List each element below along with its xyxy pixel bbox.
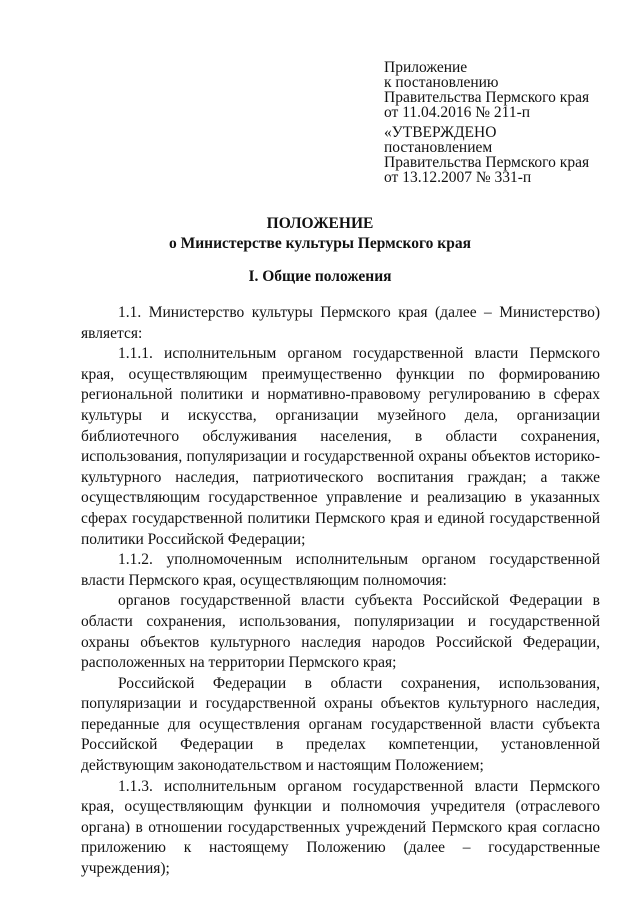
paragraph-1-1: 1.1. Министерство культуры Пермского края (далее – Министерство) является: (81, 304, 600, 342)
appendix-line: Правительства Пермского края (384, 89, 590, 106)
approved-line: Правительства Пермского края (384, 154, 590, 171)
paragraph-federal-powers: Российской Федерации в области сохранения, использования, популяризации и государственной охраны объектов культурного наследия, переданные для осуществления органам государственной власти субъекта Российской Федерации в пределах компетенции, установленной действующим законодательством и настоящим Положением; (81, 674, 600, 775)
document-title: ПОЛОЖЕНИЕ (266, 215, 374, 232)
appendix-line: к постановлению (384, 74, 499, 91)
approved-line: «УТВЕРЖДЕНО (384, 124, 497, 141)
appendix-line: Приложение (384, 59, 468, 76)
appendix-block (384, 60, 624, 120)
approved-line: от 13.12.2007 № 331-п (384, 169, 532, 186)
document-body (81, 303, 600, 880)
document-subtitle: о Министерстве культуры Пермского края (169, 235, 471, 252)
paragraph-1-1-2: 1.1.2. уполномоченным исполнительным органом государственной власти Пермского края, осуществляющим полномочия: (81, 551, 600, 589)
appendix-line: от 11.04.2016 № 211-п (384, 104, 531, 121)
paragraph-subject-powers: органов государственной власти субъекта Российской Федерации в области сохранения, использования, популяризации и государственной охраны объектов культурного наследия народов Российской Федерации, расположенных на территории Пермского края; (81, 592, 600, 672)
paragraph-1-1-1: 1.1.1. исполнительным органом государственной власти Пермского края, осуществляющим преимущественно функции по формированию региональной политики и нормативно-правовому регулированию в сферах культуры и искусства, организации музейного дела, организации библиотечного обслуживания населения, в области сохранения, использования, популяризации и государственной охраны объектов историко-культурного наследия, патриотического воспитания граждан; а также осуществляющим государственное управление и реализацию в указанных сферах государственной политики Пермского края и единой государственной политики Российской Федерации; (81, 345, 600, 548)
section-heading: I. Общие положения (248, 268, 392, 285)
approved-line: постановлением (384, 139, 493, 156)
paragraph-1-1-3: 1.1.3. исполнительным органом государственной власти Пермского края, осуществляющим функции и полномочия учредителя (отраслевого органа) в отношении государственных учреждений Пермского края согласно приложению к настоящему Положению (далее – государственные учреждения); (81, 777, 600, 878)
approved-block (384, 125, 624, 185)
